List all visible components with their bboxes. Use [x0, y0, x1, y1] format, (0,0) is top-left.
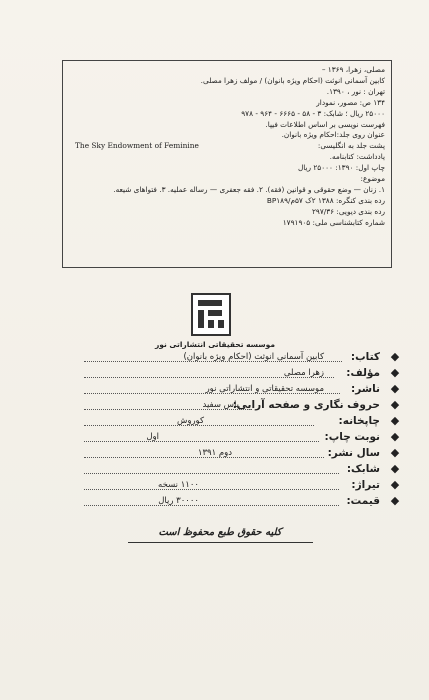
spec-label: قیمت:: [346, 495, 380, 507]
cip-line: رده بندی کنگره: ۱۳۸۸ ۲ک ۵۷م/BP۱۸۹: [266, 195, 385, 205]
spec-value: دوم ۱۳۹۱: [197, 448, 232, 458]
bullet-icon: [388, 351, 402, 363]
spec-value: کابین آسمانی انوثت (احکام ویژه بانوان): [183, 352, 324, 362]
bullet-icon: [388, 415, 402, 427]
dotted-leader: [84, 473, 339, 474]
bullet-icon: [388, 367, 402, 379]
cip-line: یادداشت: کتابنامه.: [329, 152, 385, 162]
cip-line: مصلی، زهرا، ۱۳۶۹ –: [321, 65, 385, 74]
cip-line: عنوان روی جلد:احکام ویژه بانوان.: [281, 130, 385, 140]
dotted-leader: [84, 489, 339, 490]
spec-value: ۳۰۰۰۰ ریال: [158, 496, 199, 506]
spec-row-publication-year: [84, 446, 404, 462]
spec-value: یاس سفید: [202, 400, 239, 410]
spec-value: موسسه تحقیقاتی و انتشاراتی نور: [205, 384, 324, 394]
cip-line: رده بندی دیویی: ۲۹۷/۳۶: [311, 206, 385, 216]
spec-row-typesetting: [84, 398, 404, 414]
bullet-icon: [388, 383, 402, 395]
spec-label: سال نشر:: [327, 447, 380, 459]
spec-row-printing-house: [84, 414, 404, 430]
cip-line: موضوع:: [360, 174, 385, 184]
spec-label: تیراژ:: [351, 479, 380, 491]
publisher-logo: [191, 293, 231, 336]
bullet-icon: [388, 447, 402, 459]
copyright-notice: کلیه حقوق طبع محفوظ است: [158, 527, 282, 538]
spec-value: اول: [146, 432, 159, 442]
spec-row-edition: [84, 430, 404, 446]
english-title: The Sky Endowment of Feminine: [75, 141, 199, 151]
dotted-leader: [84, 441, 319, 442]
bullet-icon: [388, 431, 402, 443]
spec-label: کتاب:: [350, 351, 380, 363]
bullet-icon: [388, 479, 402, 491]
spec-row-author: [84, 366, 404, 382]
cip-line: ۲۵۰۰۰ ریال ؛ شابک: ۳ - ۵۸ - ۶۶۶۵ - ۹۶۴ - ۹۷۸: [241, 108, 385, 118]
spec-label: نوبت چاپ:: [324, 431, 380, 443]
spec-row-isbn: [84, 462, 404, 478]
cip-line: شماره کتابشناسی ملی: ۱۷۹۱۹۰۵: [282, 217, 385, 227]
bullet-icon: [388, 495, 402, 507]
spec-row-circulation: [84, 478, 404, 494]
cip-line: کابین آسمانی انوثت (احکام ویژه بانوان) / مولف زهرا مصلی.: [200, 75, 385, 85]
bullet-icon: [388, 463, 402, 475]
spec-value: ۱۱۰۰ نسخه: [158, 480, 199, 490]
spec-label: شابک:: [346, 463, 380, 475]
spec-row-price: [84, 494, 404, 510]
publisher-caption: موسسه تحقیقاتی انتشاراتی نور: [154, 340, 276, 349]
dotted-leader: [84, 505, 339, 506]
cip-english-row: [69, 141, 385, 152]
spec-value: زهرا مصلی: [283, 368, 324, 378]
bullet-icon: [388, 399, 402, 411]
spec-row-publisher: [84, 382, 404, 398]
cip-line: چاپ اول: ۱۳۹۰: ۲۵۰۰۰ ریال: [297, 163, 385, 173]
cataloging-box: [62, 60, 392, 268]
spec-label: ناشر:: [351, 383, 380, 395]
cip-line: تهران : نور ، ۱۳۹۰.: [326, 86, 385, 96]
english-title-label: پشت جلد به انگلیسی:: [317, 141, 385, 151]
spec-row-book: [84, 350, 404, 366]
spec-label: حروف نگاری و صفحه آرایی:: [232, 399, 380, 411]
spec-label: مؤلف:: [346, 367, 380, 379]
cip-line: فهرست نویسی بر اساس اطلاعات فیپا.: [265, 119, 385, 129]
cip-line: ۱۳۴ ص: مصور، نمودار: [316, 97, 385, 107]
spec-label: چاپخانه:: [338, 415, 380, 427]
underline-divider: [128, 542, 313, 543]
cip-line: ۱. زنان — وضع حقوقی و قوانین (فقه). ۲. فقه جعفری — رساله عملیه. ۳. فتواهای شیعه.: [113, 184, 385, 194]
spec-value: کوروش: [176, 416, 204, 426]
